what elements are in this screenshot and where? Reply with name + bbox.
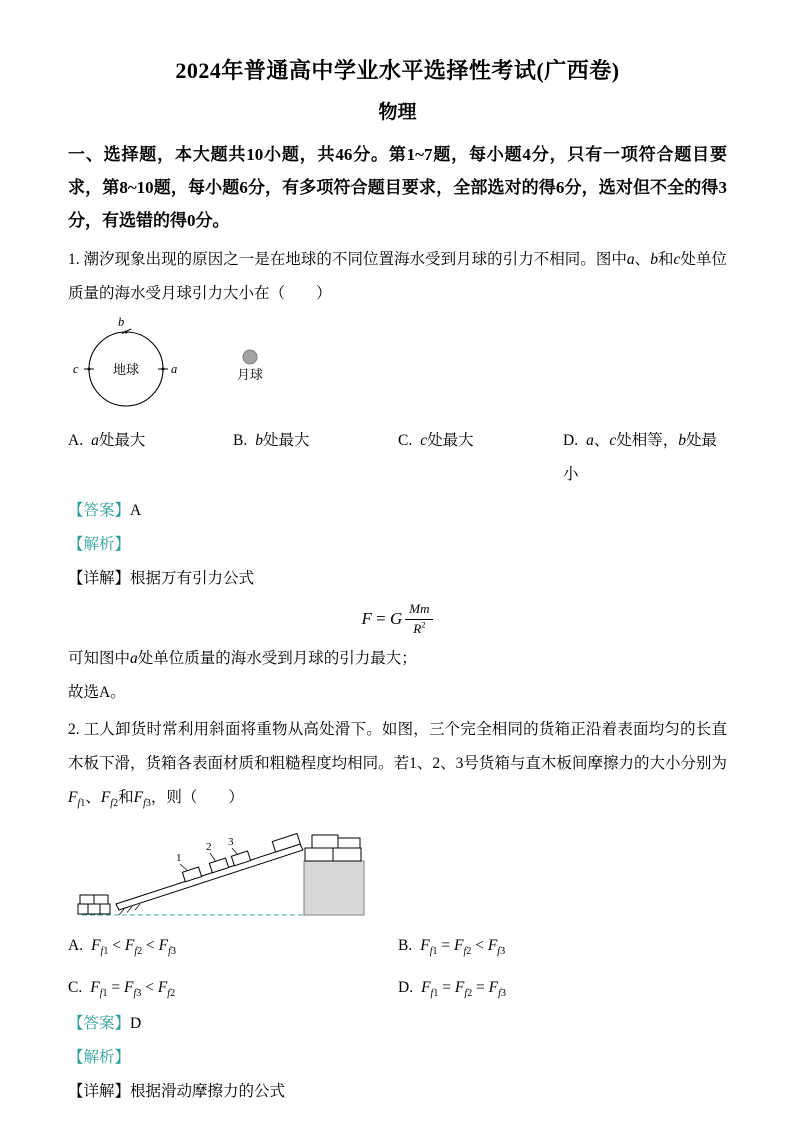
q1-gravity-formula: [68, 596, 727, 642]
q1-detail-line: [68, 562, 727, 596]
q1-detail-text: 根据万有引力公式: [130, 570, 255, 587]
q2-figure: [76, 819, 727, 926]
q2-analysis-tag: 【解析】: [68, 1049, 131, 1066]
q1-answer-tag: 【答案】: [68, 502, 131, 519]
q1-analysis-tag: 【解析】: [68, 536, 131, 553]
incline-board: [116, 844, 303, 910]
q1-conclusion-2: 故选A。: [68, 684, 126, 701]
earth-moon-diagram: [72, 317, 352, 417]
stacked-crates: [272, 834, 361, 861]
q2-stem: 2. 工人卸货时常利用斜面将重物从高处滑下。如图，三个完全相同的货箱正沿着表面均匀的长直木板下滑，货箱各表面材质和粗糙程度均相同。若1、2、3号货箱与直木板间摩擦力的大小分别为$F_{f1}$、$F_{f2}$和$F_{f3}$，则（ ）: [68, 721, 727, 810]
q2-answer-value: D: [130, 1015, 142, 1032]
option-a-label: A.: [68, 937, 84, 954]
point-a-label: a: [171, 362, 178, 376]
crate-3-label: 3: [228, 836, 234, 848]
incline-diagram: [76, 819, 376, 921]
point-b-label: b: [118, 317, 125, 329]
q1-option-d: [563, 424, 727, 492]
q2-answer-line: [68, 1007, 727, 1041]
section-one-instructions: 一、选择题，本大题共10小题，共46分。第1~7题，每小题4分，只有一项符合题目要求，第8~10题，每小题6分，有多项符合题目要求，全部选对的得6分，选对但不全的得3分，有选错的得0分。: [68, 145, 727, 230]
crate-1-label: 1: [176, 852, 182, 864]
q1-option-b: [233, 424, 398, 492]
q1-analysis-line: [68, 528, 727, 562]
q1-answer-line: [68, 494, 727, 528]
option-d-text: a、c处相等，b处最小: [563, 432, 718, 483]
moon-circle: [243, 350, 257, 364]
q2-detail-line: [68, 1075, 727, 1109]
q2-option-c: [68, 971, 398, 1005]
point-a-dot: [162, 368, 165, 371]
formula-lhs: F = G: [361, 609, 403, 628]
subject-heading: 物理: [378, 102, 417, 123]
q2-detail-tag: 【详解】: [68, 1083, 131, 1100]
q1-stem: 1. 潮汐现象出现的原因之一是在地球的不同位置海水受到月球的引力不相同。图中a、b和c处单位质量的海水受月球引力大小在（ ）: [68, 251, 727, 302]
q2-detail-text: 根据滑动摩擦力的公式: [130, 1083, 286, 1100]
option-c-text: $F_{f1} = F_{f3} < F_{f2}$: [90, 979, 176, 1000]
point-c-label: c: [73, 362, 79, 376]
option-b-label: B.: [398, 937, 413, 954]
option-d-label: D.: [563, 432, 579, 449]
option-d-text: $F_{f1} = F_{f2} = F_{f3}$: [421, 979, 506, 1000]
option-d-label: D.: [398, 979, 414, 996]
option-a-text: a处最大: [91, 432, 146, 449]
formula-numerator: Mm: [405, 601, 433, 619]
option-a-text: $F_{f1} < F_{f2} < F_{f3}$: [91, 937, 176, 958]
q1-answer-value: A: [130, 502, 142, 519]
bottom-crates: [78, 895, 110, 914]
moon-label: 月球: [237, 367, 264, 382]
option-c-label: C.: [398, 432, 413, 449]
q2-analysis-line: [68, 1041, 727, 1075]
formula-fraction: [405, 601, 433, 637]
q2-option-d: [398, 971, 727, 1005]
crate-2-leader: [210, 853, 216, 862]
platform-block: [304, 861, 364, 915]
q1-options: [68, 424, 727, 492]
point-b-dot: [125, 331, 128, 334]
q1-figure: [72, 317, 727, 422]
option-c-label: C.: [68, 979, 83, 996]
option-a-label: A.: [68, 432, 84, 449]
point-c-dot: [88, 368, 91, 371]
q2-options: [68, 929, 727, 1005]
q1-detail-tag: 【详解】: [68, 570, 131, 587]
q2-option-a: [68, 929, 398, 963]
option-b-text: $F_{f1} = F_{f2} < F_{f3}$: [420, 937, 506, 958]
formula-denominator: $R^2$: [413, 619, 426, 636]
q1-option-c: [398, 424, 563, 492]
q2-option-b: [398, 929, 727, 963]
crate-3-leader: [232, 848, 238, 855]
exam-title: 2024年普通高中学业水平选择性考试(广西卷): [175, 58, 620, 83]
option-b-label: B.: [233, 432, 248, 449]
q1-option-a: [68, 424, 233, 492]
q1-conclusion-1: 可知图中a处单位质量的海水受到月球的引力最大；: [68, 650, 417, 667]
crate-1-leader: [180, 864, 188, 871]
crate-2-label: 2: [206, 841, 212, 853]
earth-label: 地球: [112, 362, 140, 377]
option-b-text: b处最大: [255, 432, 310, 449]
q2-answer-tag: 【答案】: [68, 1015, 131, 1032]
option-c-text: c处最大: [420, 432, 474, 449]
